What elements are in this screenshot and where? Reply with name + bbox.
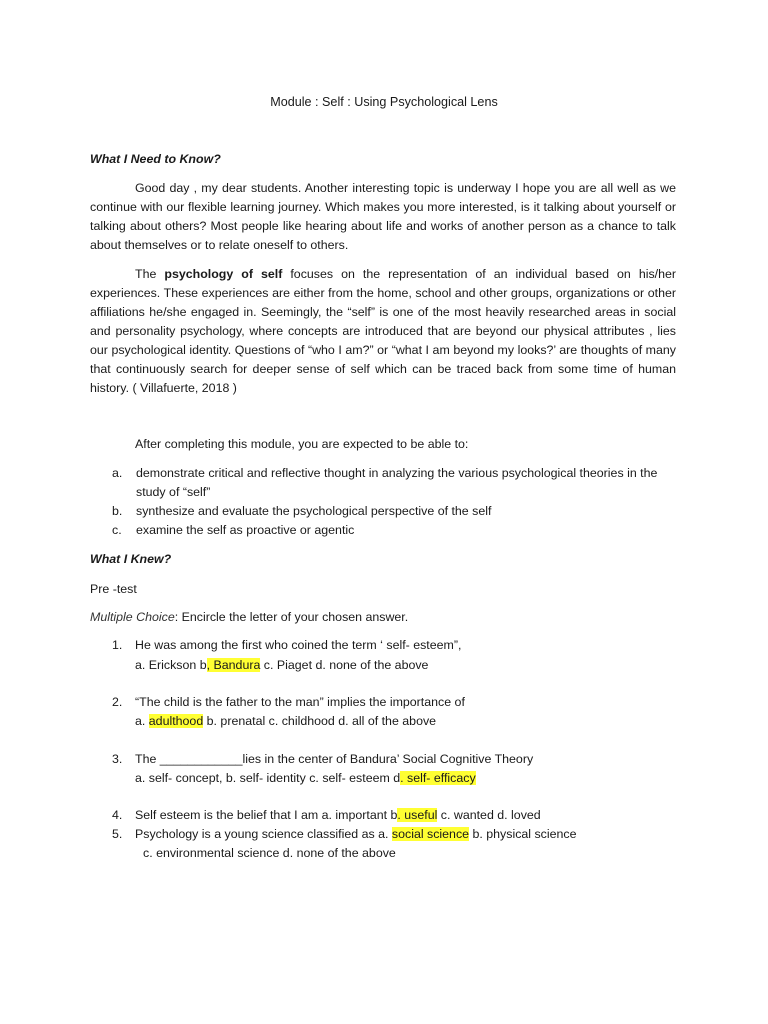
heading-what-i-knew: What I Knew? xyxy=(90,552,172,566)
highlighted-answer: adulthood xyxy=(148,714,204,728)
pretest-label: Pre -test xyxy=(90,582,137,596)
mc-instruction: Multiple Choice: Encircle the letter of your chosen answer. xyxy=(90,610,409,624)
question-3-options: a. self- concept, b. self- identity c. self- esteem d. self- efficacy xyxy=(135,771,476,785)
highlighted-answer: . self- efficacy xyxy=(400,771,476,785)
highlighted-answer: , Bandura xyxy=(206,658,261,672)
question-2-options: a. adulthood b. prenatal c. childhood d. all of the above xyxy=(135,714,437,728)
heading-what-i-need-to-know: What I Need to Know? xyxy=(90,152,221,166)
objectives-intro: After completing this module, you are expected to be able to: xyxy=(135,437,469,451)
page-title: Module : Self : Using Psychological Lens xyxy=(270,95,498,109)
question-1-options: a. Erickson b, Bandura c. Piaget d. none of the above xyxy=(135,658,429,672)
question-5-options-line2: c. environmental science d. none of the above xyxy=(143,846,396,860)
highlighted-answer: social science xyxy=(391,827,470,841)
highlighted-answer: . useful xyxy=(397,808,438,822)
intro-paragraph: Good day , my dear students. Another interesting topic is underway I hope you are all well as we continue with our flexible learning journey. Which makes you more interested, is it talking about yourself or talking about others? Most people like hearing about life and works of another person as a chance to talk about themselves or to relate oneself to others. xyxy=(90,181,676,252)
psychology-paragraph: The psychology of self focuses on the representation of an individual based on his/her experiences. These experiences are either from the home, school and other groups, organizations or other affiliations he/she engaged in. Seemingly, the “self” is one of the most heavily researched areas in social and personality psychology, where concepts are introduced that are beyond our physical attributes , lies our psychological identity. Questions of “who I am?” or “what I am beyond my looks?’ are thoughts of many that continuously search for deeper sense of self which can be traced back from some time of human history. ( Villafuerte, 2018 ) xyxy=(90,267,677,395)
document-page: Module : Self : Using Psychological Lens What I Need to Know? Good day , my dear students. Another interesting topic is underway I hope you are all well as we continue with our flexible learning journey. Which makes you more interested, is it talking about yourself or talking about others? Most people like hearing about life and works of another person as a chance to talk about themselves or to relate oneself to others. The psychology of self focuses on the representation of an individual based on his/her experiences. These experiences are either from the home, school and other groups, organizations or other affiliations he/she engaged in. Seemingly, the “self” is one of the most heavily researched areas in social and personality psychology, where concepts are introduced that are beyond our physical attributes , lies our psychological identity. Questions of “who I am?” or “what I am beyond my looks?’ are thoughts of many that continuously search for deeper sense of self which can be traced back from some time of human history. ( Villafuerte, 2018 ) After completing this module, you are expected to be able to: a. demonstrate critical and reflective thought in analyzing the various psychological theories in the study of “self” b. synthesize and evaluate the psychological perspective of the self c. examine the self as proactive or agentic What I Knew? Pre -test Multiple Choice: Encircle the letter of your chosen answer. 1. He was among the first who coined the term ‘ self- esteem”, a. Erickson b, Bandura c. Piaget d. none of the above 2. “The child is the father to the man” implies the importance of a. adulthood b. prenatal c. childhood d. all of the above 3. The ____________lies in the center of Bandura’ Social Cognitive Theory a. self- concept, b. self- identity c. self- esteem d. self- efficacy 4. Self esteem is the belief that I am a. important b. useful c. wanted d. loved 5. Psychology is a young science classified as a. social science b. physical science c. environmental science d. none of the above xyxy=(0,0,768,1024)
